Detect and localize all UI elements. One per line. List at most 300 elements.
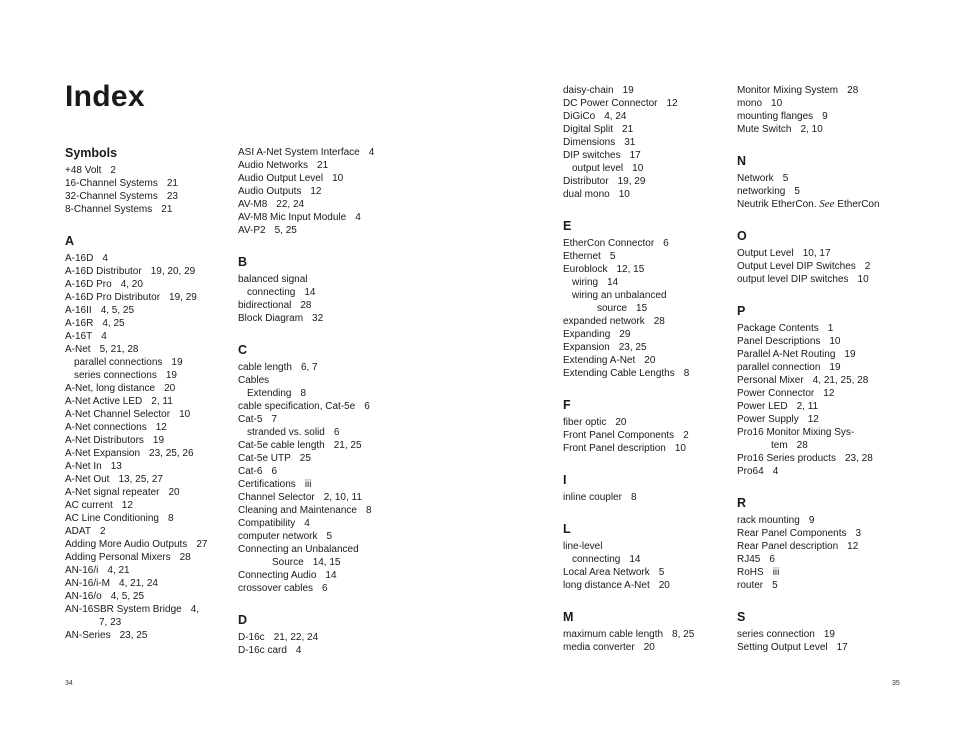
- index-term: Audio Outputs: [238, 186, 302, 197]
- index-term: dual mono: [563, 189, 610, 200]
- index-section: [563, 398, 728, 455]
- index-term: Neutrik EtherCon.: [737, 199, 817, 210]
- index-term: Mute Switch: [737, 124, 792, 135]
- index-term: Audio Networks: [238, 160, 309, 171]
- index-term: A-Net Distributors: [65, 435, 144, 446]
- see-target: EtherCon: [837, 199, 880, 210]
- index-section: [737, 304, 907, 478]
- index-entry: [65, 460, 225, 473]
- index-term: router: [737, 580, 764, 591]
- page-refs: 28: [847, 85, 859, 96]
- index-term: rack mounting: [737, 515, 800, 526]
- page-refs: 10: [179, 409, 191, 420]
- index-entry: [737, 335, 907, 348]
- section-letter-heading: S: [737, 610, 746, 624]
- section-letter-heading: F: [563, 398, 571, 412]
- index-term: Dimensions: [563, 137, 616, 148]
- page-refs: 17: [836, 642, 848, 653]
- index-entry: [238, 491, 398, 504]
- index-entry: [737, 514, 907, 527]
- index-entry: [737, 426, 907, 439]
- page-refs: 19: [829, 362, 841, 373]
- page-refs: 8: [630, 492, 637, 503]
- index-term: D-16c card: [238, 645, 287, 656]
- page-refs: 2, 10: [800, 124, 823, 135]
- page-refs: 4: [102, 253, 108, 264]
- index-term: Front Panel description: [563, 443, 666, 454]
- index-term: Rear Panel description: [737, 541, 839, 552]
- index-entry: [737, 260, 907, 273]
- page-refs: 14, 15: [312, 557, 341, 568]
- page-refs: 2, 11: [151, 396, 173, 407]
- page-refs: 9: [808, 515, 815, 526]
- index-section: [65, 146, 225, 216]
- index-term: Local Area Network: [563, 567, 650, 578]
- index-term: Certifications: [238, 479, 296, 490]
- index-term: inline coupler: [563, 492, 622, 503]
- index-entry: [65, 447, 225, 460]
- index-term: A-16D Pro Distributor: [65, 292, 161, 303]
- index-entry: [563, 136, 728, 149]
- page-refs: 20: [644, 355, 656, 366]
- index-term: DIP switches: [563, 150, 621, 161]
- index-entry: [563, 429, 728, 442]
- index-entry: [238, 273, 398, 286]
- index-term: ASI A-Net System Interface: [238, 147, 360, 158]
- index-entry: [737, 579, 907, 592]
- index-term: Front Panel Components: [563, 430, 675, 441]
- page-refs: 23: [166, 191, 178, 202]
- page-refs: 15: [636, 303, 648, 314]
- index-entry: [238, 312, 398, 325]
- index-section: [737, 154, 907, 211]
- index-term: 16-Channel Systems: [65, 178, 158, 189]
- index-entry: [65, 278, 225, 291]
- index-term: Connecting Audio: [238, 570, 317, 581]
- index-entry: [563, 175, 728, 188]
- index-term: Panel Descriptions: [737, 336, 821, 347]
- index-entry: [65, 486, 225, 499]
- page-refs: 12: [807, 414, 819, 425]
- page-refs: 4, 21: [107, 565, 130, 576]
- index-entry: [737, 374, 907, 387]
- index-entry: [238, 374, 398, 387]
- index-entry: [65, 551, 225, 564]
- index-entry: [563, 250, 728, 263]
- index-term: RoHS: [737, 567, 764, 578]
- index-term: AV-M8: [238, 199, 268, 210]
- index-entry: [238, 504, 398, 517]
- page-refs: 19, 29: [169, 292, 197, 303]
- index-entry: [563, 263, 728, 276]
- index-section: [563, 522, 728, 592]
- index-term: AC current: [65, 500, 113, 511]
- index-term: AC Line Conditioning: [65, 513, 159, 524]
- index-term: AN-16/o: [65, 591, 102, 602]
- page-refs: 23, 25: [618, 342, 647, 353]
- page-refs: 21: [166, 178, 178, 189]
- index-entry: [737, 185, 907, 198]
- index-term: Setting Output Level: [737, 642, 828, 653]
- page-refs: 8, 25: [672, 629, 695, 640]
- page-refs: 21: [317, 160, 329, 171]
- page-refs: 21, 22, 24: [273, 632, 319, 643]
- index-entry: [737, 247, 907, 260]
- index-term: Extending A-Net: [563, 355, 636, 366]
- page-refs: 2: [683, 430, 689, 441]
- index-entry: [737, 628, 907, 641]
- index-entry: [238, 517, 398, 530]
- index-term: Package Contents: [737, 323, 819, 334]
- section-letter-heading: E: [563, 219, 572, 233]
- page-refs: 20: [168, 487, 180, 498]
- index-entry: [563, 566, 728, 579]
- index-entry: [65, 408, 225, 421]
- index-term: Audio Output Level: [238, 173, 324, 184]
- index-term: A-Net, long distance: [65, 383, 156, 394]
- index-term: output level DIP switches: [737, 274, 849, 285]
- index-entry: [563, 491, 728, 504]
- page-refs: 4, 20: [120, 279, 143, 290]
- index-entry: [65, 512, 225, 525]
- index-column-1: [65, 146, 225, 660]
- index-entry: [238, 286, 398, 299]
- page-refs: 10: [857, 274, 869, 285]
- index-entry: [238, 543, 398, 556]
- page-refs: 3: [855, 528, 862, 539]
- index-entry: [737, 641, 907, 654]
- page-refs: 14: [607, 277, 619, 288]
- index-entry: [238, 159, 398, 172]
- index-entry: [238, 452, 398, 465]
- page-refs: 21: [161, 204, 173, 215]
- index-entry: [65, 265, 225, 278]
- page-refs: 5: [658, 567, 665, 578]
- section-letter-heading: L: [563, 522, 571, 536]
- index-term: RJ45: [737, 554, 761, 565]
- index-term: output level: [572, 163, 624, 174]
- page-refs: 6: [663, 238, 669, 249]
- index-entry: [737, 465, 907, 478]
- page-refs: 14: [325, 570, 337, 581]
- index-entry: [563, 97, 728, 110]
- index-entry: [737, 527, 907, 540]
- index-term: A-16D: [65, 253, 94, 264]
- index-section: [238, 613, 398, 657]
- index-entry: [563, 84, 728, 97]
- index-term: A-Net Active LED: [65, 396, 143, 407]
- index-term: Cables: [238, 375, 270, 386]
- page-refs: 5, 25: [274, 225, 297, 236]
- page-refs: 12: [121, 500, 133, 511]
- index-entry: [238, 413, 398, 426]
- page-refs: 23, 25: [119, 630, 148, 641]
- index-term: Ethernet: [563, 251, 601, 262]
- index-term: Parallel A-Net Routing: [737, 349, 836, 360]
- index-entry: [65, 291, 225, 304]
- page-refs: 10: [632, 163, 644, 174]
- page-refs: 20: [643, 642, 655, 653]
- index-term: Distributor: [563, 176, 609, 187]
- index-term: Cat-5e UTP: [238, 453, 291, 464]
- index-entry: [563, 416, 728, 429]
- index-entry: [563, 442, 728, 455]
- page-refs: 5: [794, 186, 800, 197]
- page-refs: 28: [300, 300, 312, 311]
- index-term: A-16D Distributor: [65, 266, 142, 277]
- index-section: [238, 146, 398, 237]
- section-letter-heading: P: [737, 304, 746, 318]
- index-term: A-16D Pro: [65, 279, 112, 290]
- index-term: ADAT: [65, 526, 91, 537]
- index-entry: [238, 172, 398, 185]
- index-column-3: [563, 84, 728, 672]
- page-refs: 5: [326, 531, 333, 542]
- index-term: source: [597, 303, 628, 314]
- page-refs: 6: [364, 401, 370, 412]
- index-entry: [65, 177, 225, 190]
- section-letter-heading: R: [737, 496, 747, 510]
- index-entry: [737, 348, 907, 361]
- index-entry: [65, 577, 225, 590]
- index-entry: [563, 628, 728, 641]
- page-refs: 23, 28: [844, 453, 873, 464]
- index-term: expanded network: [563, 316, 645, 327]
- section-letter-heading: B: [238, 255, 248, 269]
- index-entry: [563, 328, 728, 341]
- index-entry: [737, 452, 907, 465]
- index-term: crossover cables: [238, 583, 314, 594]
- index-term: Digital Split: [563, 124, 614, 135]
- index-entry: [737, 400, 907, 413]
- page-refs: 5: [609, 251, 616, 262]
- index-section: [238, 255, 398, 325]
- index-column-2: [238, 146, 398, 675]
- page-number-right: 35: [892, 680, 900, 687]
- page-refs: 6: [333, 427, 340, 438]
- index-term: Cat-5e cable length: [238, 440, 325, 451]
- index-entry: [563, 367, 728, 380]
- page-refs: 12: [666, 98, 678, 109]
- index-entry: [65, 538, 225, 551]
- index-section: [238, 343, 398, 595]
- section-letter-heading: C: [238, 343, 248, 357]
- index-term: Adding Personal Mixers: [65, 552, 171, 563]
- index-term: series connections: [74, 370, 157, 381]
- index-entry: [737, 540, 907, 553]
- page-refs: 21, 25: [333, 440, 362, 451]
- page-refs: 19: [152, 435, 165, 446]
- index-entry: [563, 237, 728, 250]
- index-section: [737, 610, 907, 654]
- index-term: stranded vs. solid: [247, 427, 325, 438]
- index-entry: [737, 322, 907, 335]
- section-letter-heading: N: [737, 154, 747, 168]
- index-term: DC Power Connector: [563, 98, 658, 109]
- index-term: wiring an unbalanced: [572, 290, 667, 301]
- index-entry: [238, 465, 398, 478]
- index-term: balanced signal: [238, 274, 308, 285]
- index-entry: [563, 354, 728, 367]
- page-refs: 20: [658, 580, 670, 591]
- index-term: connecting: [572, 554, 621, 565]
- page-refs: 12: [155, 422, 167, 433]
- page-refs: 19, 20, 29: [150, 266, 196, 277]
- page-refs: 25: [299, 453, 311, 464]
- index-entry: [563, 162, 728, 175]
- index-term: tem: [771, 440, 788, 451]
- page-refs: 10: [618, 189, 630, 200]
- section-letter-heading: A: [65, 234, 75, 248]
- page-refs: 1: [827, 323, 834, 334]
- page-refs: 7: [271, 414, 278, 425]
- index-entry: [65, 304, 225, 317]
- index-entry: [65, 473, 225, 486]
- index-entry: [737, 413, 907, 426]
- page-refs: 2: [110, 165, 116, 176]
- index-entry: [737, 97, 907, 110]
- section-letter-heading: Symbols: [65, 146, 118, 160]
- index-entry: [238, 185, 398, 198]
- index-entry: [238, 198, 398, 211]
- index-entry: [238, 387, 398, 400]
- index-entry: [65, 343, 225, 356]
- index-entry: [238, 146, 398, 159]
- page-refs: 4: [772, 466, 779, 477]
- page-refs: 28: [653, 316, 665, 327]
- page-refs: 28: [796, 440, 808, 451]
- index-entry: [238, 426, 398, 439]
- index-column-4: [737, 84, 907, 672]
- index-entry: [238, 400, 398, 413]
- page-refs: 4, 25: [102, 318, 125, 329]
- index-term: A-16II: [65, 305, 92, 316]
- index-entry: [65, 629, 225, 642]
- index-term: parallel connections: [74, 357, 163, 368]
- index-term: Adding More Audio Outputs: [65, 539, 188, 550]
- index-entry: [65, 382, 225, 395]
- index-term: DiGiCo: [563, 111, 596, 122]
- index-entry: [563, 289, 728, 302]
- index-entry: [563, 540, 728, 553]
- section-letter-heading: D: [238, 613, 248, 627]
- index-entry: [65, 564, 225, 577]
- index-term: AN-16/i-M: [65, 578, 111, 589]
- page-refs: 19, 29: [617, 176, 646, 187]
- index-term: A-Net Out: [65, 474, 110, 485]
- index-entry: [238, 644, 398, 657]
- page-refs: 19: [844, 349, 856, 360]
- index-term: mono: [737, 98, 763, 109]
- index-entry: [563, 110, 728, 123]
- index-entry: [65, 330, 225, 343]
- index-entry: [65, 499, 225, 512]
- index-term: mounting flanges: [737, 111, 814, 122]
- index-term: Compatibility: [238, 518, 296, 529]
- index-entry: [737, 566, 907, 579]
- index-entry: [238, 211, 398, 224]
- page-refs: 2: [864, 261, 871, 272]
- page-refs: 5: [772, 580, 778, 591]
- page-refs: 19: [622, 85, 634, 96]
- index-entry: [65, 434, 225, 447]
- page-refs: 14: [304, 287, 316, 298]
- index-section: [563, 473, 728, 504]
- index-entry: [737, 439, 907, 452]
- page-refs: 2, 10, 11: [323, 492, 362, 503]
- index-entry: [238, 478, 398, 491]
- index-term: series connection: [737, 629, 815, 640]
- index-term: Expansion: [563, 342, 610, 353]
- page-refs: 31: [624, 137, 636, 148]
- index-term: A-Net Expansion: [65, 448, 141, 459]
- see-reference: See: [819, 198, 835, 210]
- page-refs: 2, 11: [796, 401, 819, 412]
- page-refs: 20: [615, 417, 627, 428]
- index-term: Network: [737, 173, 774, 184]
- index-term: Extending: [247, 388, 292, 399]
- index-term: A-Net signal repeater: [65, 487, 160, 498]
- index-entry: [737, 110, 907, 123]
- index-term: Power Supply: [737, 414, 799, 425]
- page-refs: 4, 21, 25, 28: [812, 375, 869, 386]
- index-entry: [563, 149, 728, 162]
- index-entry: [65, 616, 225, 629]
- index-term: EtherCon Connector: [563, 238, 655, 249]
- page-refs: 32: [312, 313, 324, 324]
- page-refs: 17: [629, 150, 641, 161]
- page-refs: 13: [110, 461, 122, 472]
- index-entry: [65, 203, 225, 216]
- index-term: 7, 23: [99, 617, 122, 628]
- index-entry: [737, 123, 907, 136]
- page-refs: 4: [355, 212, 361, 223]
- page-refs: 4,: [190, 604, 200, 615]
- index-entry: [737, 387, 907, 400]
- index-entry: [563, 302, 728, 315]
- index-entry: [563, 553, 728, 566]
- index-term: cable length: [238, 362, 292, 373]
- index-term: AV-P2: [238, 225, 266, 236]
- index-entry: [65, 590, 225, 603]
- page-refs: iii: [304, 479, 312, 490]
- page-refs: 12, 15: [616, 264, 645, 275]
- page-refs: 19: [171, 357, 183, 368]
- index-term: A-Net In: [65, 461, 102, 472]
- index-section: [563, 84, 728, 201]
- index-entry: [65, 164, 225, 177]
- index-term: Expanding: [563, 329, 611, 340]
- page-refs: 9: [822, 111, 828, 122]
- index-entry: [65, 356, 225, 369]
- index-term: A-Net connections: [65, 422, 147, 433]
- index-entry: [238, 569, 398, 582]
- page-refs: 12: [847, 541, 859, 552]
- index-entry: [238, 224, 398, 237]
- page-refs: 5: [782, 173, 789, 184]
- page-refs: 20: [164, 383, 176, 394]
- index-term: computer network: [238, 531, 318, 542]
- index-term: Power LED: [737, 401, 788, 412]
- index-term: wiring: [572, 277, 599, 288]
- index-entry: [563, 315, 728, 328]
- index-section: [737, 84, 907, 136]
- index-entry: [238, 631, 398, 644]
- page-refs: 8: [365, 505, 372, 516]
- index-term: Monitor Mixing System: [737, 85, 839, 96]
- index-term: AV-M8 Mic Input Module: [238, 212, 347, 223]
- page-refs: 14: [629, 554, 641, 565]
